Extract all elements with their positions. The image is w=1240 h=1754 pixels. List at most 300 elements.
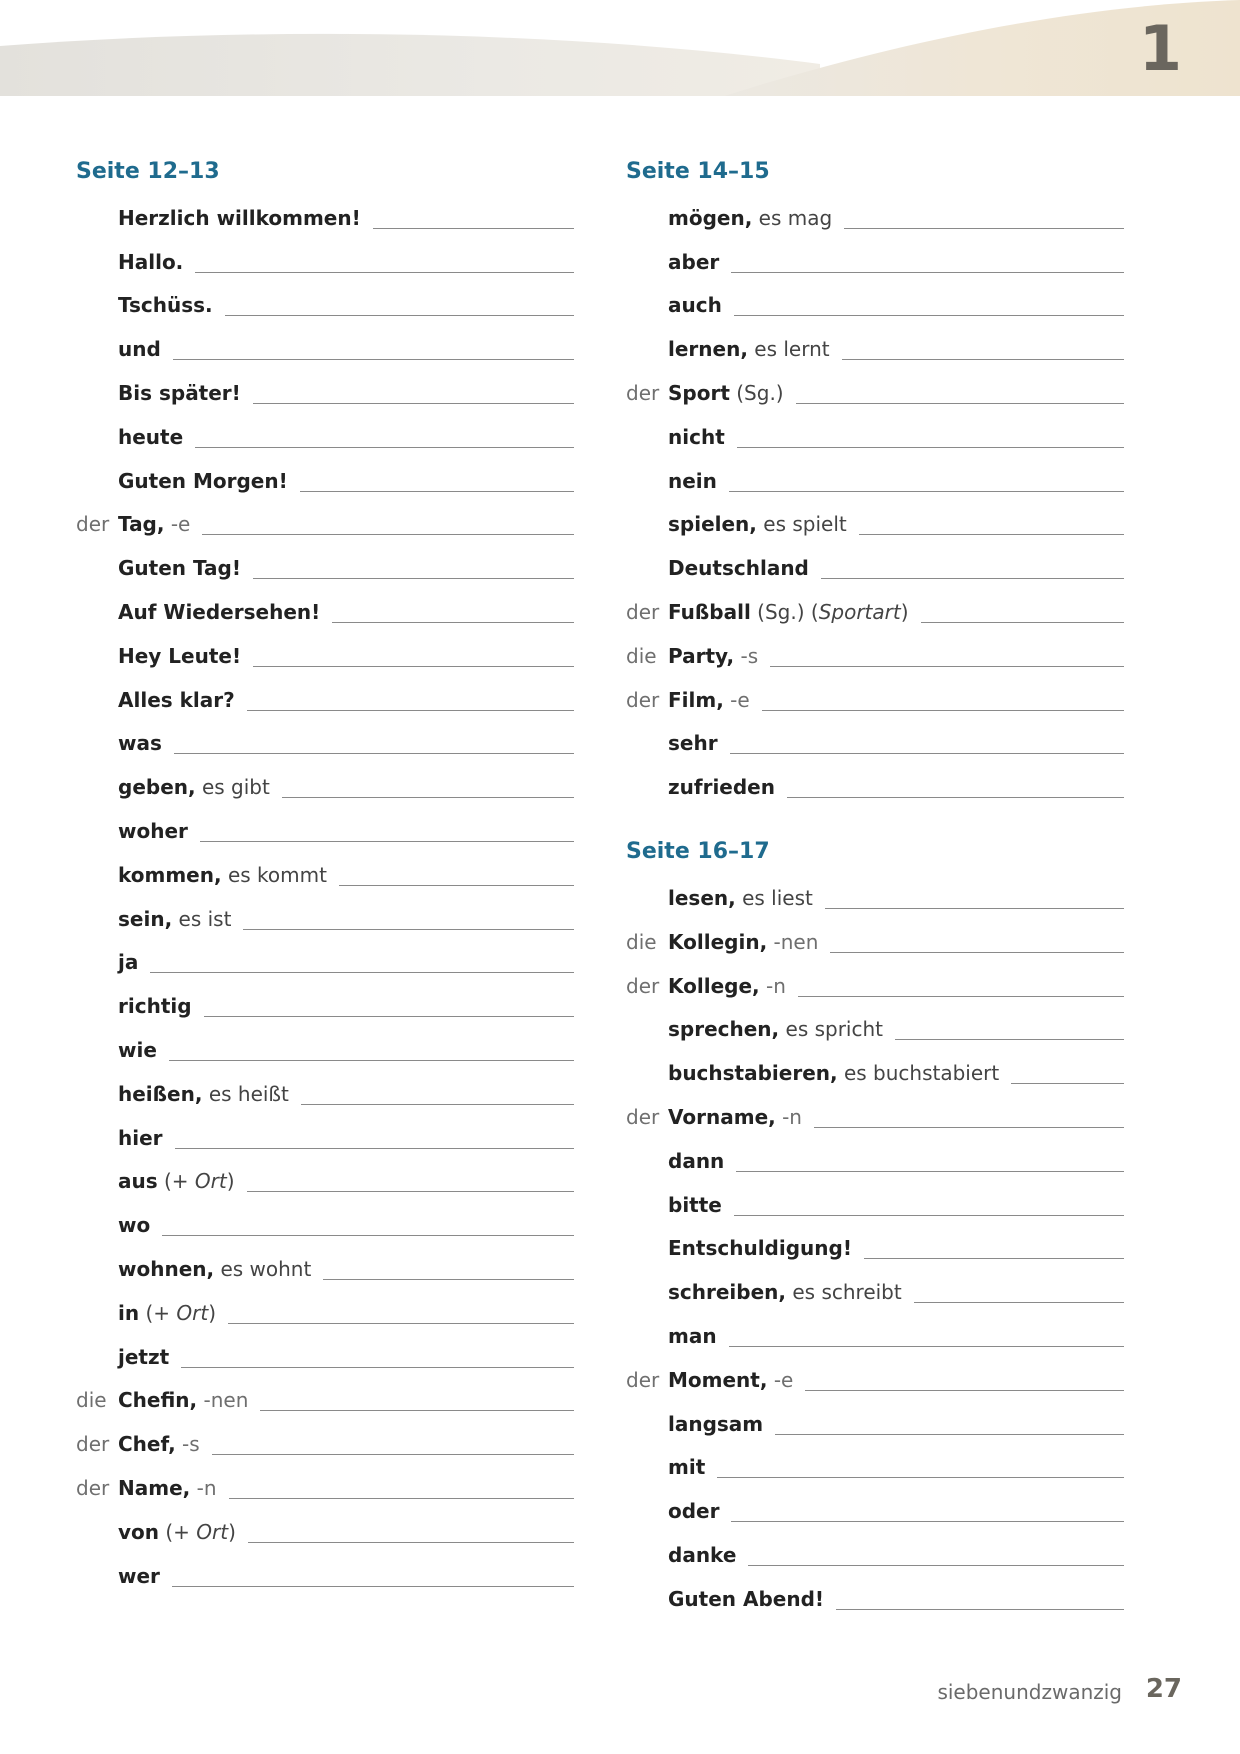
vocab-word xyxy=(118,337,161,370)
answer-line[interactable] xyxy=(247,709,574,711)
lemma: Chef, xyxy=(118,1432,176,1457)
vocab-entry xyxy=(626,633,1124,677)
vocab-word xyxy=(118,1082,289,1115)
answer-line[interactable] xyxy=(775,1433,1124,1435)
answer-line[interactable] xyxy=(150,971,574,973)
verb-form: es ist xyxy=(178,906,232,931)
lemma: sehr xyxy=(668,731,718,756)
vocab-entry xyxy=(76,1509,574,1553)
article xyxy=(626,580,668,589)
vocab-entry xyxy=(626,1138,1124,1182)
lemma: Guten Tag! xyxy=(118,556,241,581)
answer-line[interactable] xyxy=(717,1476,1124,1478)
answer-line[interactable] xyxy=(762,709,1124,711)
article: der xyxy=(626,1104,660,1129)
lemma: Deutschland xyxy=(668,556,809,581)
vocab-word xyxy=(118,293,213,326)
answer-line[interactable] xyxy=(253,577,574,579)
answer-line[interactable] xyxy=(859,533,1124,535)
answer-line[interactable] xyxy=(323,1278,574,1280)
vocab-entry xyxy=(76,1071,574,1115)
article xyxy=(76,1237,118,1246)
vocab-entry xyxy=(626,589,1124,633)
vocab-entry xyxy=(76,808,574,852)
article xyxy=(626,1217,668,1226)
usage-note-italic: Ort xyxy=(194,1169,227,1194)
lemma: kommen, xyxy=(118,862,222,887)
vocab-word xyxy=(668,512,847,545)
article xyxy=(76,668,118,677)
verb-form: es lernt xyxy=(754,337,830,362)
answer-line[interactable] xyxy=(282,796,574,798)
article xyxy=(76,843,118,852)
answer-line[interactable] xyxy=(229,1497,574,1499)
vocab-word xyxy=(668,425,725,458)
article: der xyxy=(626,1367,660,1392)
answer-line[interactable] xyxy=(844,227,1124,229)
lemma: Entschuldigung! xyxy=(668,1236,852,1261)
article: der xyxy=(626,687,660,712)
lemma: wie xyxy=(118,1037,157,1062)
vocab-word xyxy=(118,206,361,239)
answer-line[interactable] xyxy=(729,1345,1124,1347)
article: die xyxy=(626,929,657,954)
vocab-entry xyxy=(626,414,1124,458)
lemma: Moment, xyxy=(668,1367,768,1392)
answer-line[interactable] xyxy=(821,577,1124,579)
plural-ending: -n xyxy=(196,1475,217,1500)
vocab-word xyxy=(118,250,183,283)
article xyxy=(76,1193,118,1202)
vocab-word xyxy=(668,250,719,283)
answer-line[interactable] xyxy=(770,665,1124,667)
answer-line[interactable] xyxy=(204,1015,574,1017)
vocab-entry xyxy=(76,852,574,896)
verb-form: es buchstabiert xyxy=(843,1061,1000,1086)
vocab-entry xyxy=(626,1182,1124,1226)
answer-line[interactable] xyxy=(814,1126,1124,1128)
vocab-entry xyxy=(76,1465,574,1509)
answer-line[interactable] xyxy=(174,752,574,754)
article: der xyxy=(76,512,110,537)
vocab-word xyxy=(668,1412,763,1445)
article xyxy=(626,230,668,239)
article xyxy=(76,317,118,326)
chapter-number: 1 xyxy=(1138,12,1182,85)
article xyxy=(76,712,118,721)
usage-note-italic: Sportart xyxy=(818,599,901,624)
vocab-entry xyxy=(76,1202,574,1246)
article xyxy=(76,1150,118,1159)
answer-line[interactable] xyxy=(247,1190,574,1192)
answer-line[interactable] xyxy=(162,1234,574,1236)
lemma: spielen, xyxy=(668,512,757,537)
verb-form: es wohnt xyxy=(220,1256,312,1281)
vocab-entry xyxy=(626,1532,1124,1576)
vocab-word xyxy=(118,688,235,721)
vocab-word xyxy=(118,1388,248,1421)
lemma: wohnen, xyxy=(118,1256,215,1281)
article xyxy=(626,1041,668,1050)
vocab-word xyxy=(668,1324,717,1357)
answer-line[interactable] xyxy=(301,1103,574,1105)
lemma: lesen, xyxy=(668,885,736,910)
lemma: nein xyxy=(668,468,717,493)
lemma: Tschüss. xyxy=(118,293,213,318)
plural-ending: -s xyxy=(740,643,759,668)
article xyxy=(76,274,118,283)
usage-note-italic: Ort xyxy=(176,1300,209,1325)
article xyxy=(76,1062,118,1071)
vocab-word xyxy=(118,600,320,633)
vocab-entry xyxy=(76,239,574,283)
answer-line[interactable] xyxy=(796,402,1124,404)
lemma: Kollegin, xyxy=(668,929,768,954)
answer-line[interactable] xyxy=(175,1147,574,1149)
answer-line[interactable] xyxy=(172,1585,574,1587)
answer-line[interactable] xyxy=(825,907,1124,909)
lemma: hier xyxy=(118,1125,163,1150)
article xyxy=(76,1281,118,1290)
answer-line[interactable] xyxy=(1011,1082,1124,1084)
vocab-word xyxy=(668,1061,999,1094)
vocab-word xyxy=(118,644,241,677)
vocab-entry xyxy=(76,545,574,589)
lemma: mit xyxy=(668,1455,706,1480)
vocab-word xyxy=(118,1257,311,1290)
article xyxy=(626,1523,668,1532)
answer-line[interactable] xyxy=(225,314,574,316)
vocab-entry xyxy=(626,1269,1124,1313)
article xyxy=(626,1173,668,1182)
usage-note-italic: Ort xyxy=(196,1519,229,1544)
lemma: bitte xyxy=(668,1192,722,1217)
vocab-word xyxy=(118,1476,217,1509)
answer-line[interactable] xyxy=(736,1170,1124,1172)
answer-line[interactable] xyxy=(339,884,574,886)
vocab-word xyxy=(668,1236,852,1269)
lemma: ja xyxy=(118,950,139,975)
plural-ending: -e xyxy=(730,687,750,712)
answer-line[interactable] xyxy=(173,358,574,360)
plural-ending: -n xyxy=(766,973,786,998)
vocab-word xyxy=(118,1345,169,1378)
answer-line[interactable] xyxy=(181,1366,574,1368)
vocab-entry xyxy=(626,963,1124,1007)
verb-form: es liest xyxy=(742,885,813,910)
lemma: Vorname, xyxy=(668,1104,776,1129)
vocab-entry xyxy=(76,1378,574,1422)
vocab-word xyxy=(668,731,718,764)
vocab-word xyxy=(118,469,288,502)
lemma: wer xyxy=(118,1563,160,1588)
article xyxy=(626,361,668,370)
vocab-entry xyxy=(626,1401,1124,1445)
article xyxy=(76,1544,118,1553)
lemma: Alles klar? xyxy=(118,687,235,712)
answer-line[interactable] xyxy=(332,621,574,623)
article xyxy=(626,1304,668,1313)
right-column xyxy=(626,158,1124,1620)
answer-line[interactable] xyxy=(805,1389,1124,1391)
vocab-entry xyxy=(76,764,574,808)
header-band xyxy=(0,0,1240,100)
verb-form: es kommt xyxy=(227,862,327,887)
article xyxy=(76,887,118,896)
lemma: danke xyxy=(668,1542,737,1567)
vocab-word xyxy=(668,293,722,326)
lemma: nicht xyxy=(668,424,725,449)
article xyxy=(626,1085,668,1094)
lemma: lernen, xyxy=(668,337,748,362)
vocab-word xyxy=(668,1193,722,1226)
vocab-word xyxy=(118,556,241,589)
lemma: jetzt xyxy=(118,1344,170,1369)
usage-note: (+ Ort) xyxy=(164,1169,235,1194)
lemma: heute xyxy=(118,424,184,449)
verb-form: es gibt xyxy=(201,775,270,800)
lemma: schreiben, xyxy=(668,1280,786,1305)
vocab-word xyxy=(668,600,909,633)
vocab-entry xyxy=(76,721,574,765)
article xyxy=(626,1260,668,1269)
article xyxy=(76,361,118,370)
vocab-word xyxy=(668,930,818,963)
answer-line[interactable] xyxy=(373,227,574,229)
lemma: Film, xyxy=(668,687,724,712)
answer-line[interactable] xyxy=(748,1564,1124,1566)
answer-line[interactable] xyxy=(195,446,574,448)
vocab-entry xyxy=(76,633,574,677)
vocab-entry xyxy=(626,1313,1124,1357)
vocab-word xyxy=(668,688,750,721)
article: der xyxy=(76,1432,110,1457)
answer-line[interactable] xyxy=(731,271,1124,273)
vocab-entry xyxy=(76,1421,574,1465)
vocab-word xyxy=(668,644,758,677)
lemma: Hey Leute! xyxy=(118,643,242,668)
article: die xyxy=(626,643,657,668)
left-column xyxy=(76,158,574,1597)
vocab-entry xyxy=(76,983,574,1027)
vocab-entry xyxy=(76,940,574,984)
vocab-entry xyxy=(626,1576,1124,1620)
vocab-entry xyxy=(76,195,574,239)
usage-note: (Sg.) (Sportart) xyxy=(757,599,909,624)
article xyxy=(76,580,118,589)
article xyxy=(626,755,668,764)
article xyxy=(626,1479,668,1488)
vocab-word xyxy=(118,1126,163,1159)
plural-ending: -n xyxy=(782,1104,802,1129)
article xyxy=(626,274,668,283)
vocab-word xyxy=(668,1149,724,1182)
lemma: Party, xyxy=(668,643,735,668)
vocab-word xyxy=(118,1520,236,1553)
vocab-word xyxy=(118,907,231,940)
vocab-word xyxy=(118,1038,157,1071)
article: der xyxy=(626,973,660,998)
plural-ending: -s xyxy=(182,1432,200,1457)
answer-line[interactable] xyxy=(830,951,1124,953)
vocab-entry xyxy=(626,458,1124,502)
lemma: Auf Wiedersehen! xyxy=(118,599,321,624)
answer-line[interactable] xyxy=(260,1409,574,1411)
section-title: Seite 12–13 xyxy=(76,159,220,184)
article xyxy=(76,1588,118,1597)
vocab-entry xyxy=(76,458,574,502)
lemma: heißen, xyxy=(118,1081,203,1106)
article xyxy=(76,755,118,764)
lemma: zufrieden xyxy=(668,775,775,800)
vocab-entry xyxy=(76,1290,574,1334)
vocab-word xyxy=(668,886,813,919)
lemma: woher xyxy=(118,818,188,843)
vocab-entry xyxy=(626,326,1124,370)
answer-line[interactable] xyxy=(228,1322,574,1324)
article: der xyxy=(76,1475,110,1500)
vocab-entry xyxy=(626,875,1124,919)
vocab-entry xyxy=(626,195,1124,239)
lemma: oder xyxy=(668,1499,720,1524)
answer-line[interactable] xyxy=(864,1257,1124,1259)
vocab-word xyxy=(668,1280,902,1313)
vocab-entry xyxy=(626,545,1124,589)
usage-note: (+ Ort) xyxy=(145,1300,216,1325)
vocab-word xyxy=(118,1213,150,1246)
lemma: Tag, xyxy=(118,512,165,537)
vocab-word xyxy=(668,1105,802,1138)
vocab-word xyxy=(118,950,138,983)
vocab-word xyxy=(668,337,830,370)
lemma: sein, xyxy=(118,906,173,931)
article: der xyxy=(626,380,660,405)
plural-ending: -e xyxy=(170,512,191,537)
answer-line[interactable] xyxy=(734,314,1124,316)
lemma: aus xyxy=(118,1169,158,1194)
vocab-entry xyxy=(76,677,574,721)
vocab-entry xyxy=(626,239,1124,283)
lemma: mögen, xyxy=(668,205,753,230)
vocab-entry xyxy=(626,1226,1124,1270)
article xyxy=(76,931,118,940)
lemma: in xyxy=(118,1300,140,1325)
section-title: Seite 16–17 xyxy=(626,839,770,865)
lemma: Hallo. xyxy=(118,249,184,274)
vocab-entry xyxy=(626,721,1124,765)
lemma: Fußball xyxy=(668,599,751,624)
vocab-word xyxy=(668,1455,705,1488)
answer-line[interactable] xyxy=(729,490,1124,492)
vocab-entry xyxy=(626,370,1124,414)
verb-form: es heißt xyxy=(208,1081,289,1106)
lemma: sprechen, xyxy=(668,1017,780,1042)
lemma: man xyxy=(668,1323,717,1348)
vocab-entry xyxy=(626,1050,1124,1094)
answer-line[interactable] xyxy=(730,752,1124,754)
answer-line[interactable] xyxy=(895,1038,1124,1040)
article xyxy=(626,1567,668,1576)
answer-line[interactable] xyxy=(914,1301,1124,1303)
article xyxy=(626,317,668,326)
vocab-word xyxy=(118,425,183,458)
lemma: Herzlich willkommen! xyxy=(118,205,361,230)
lemma: und xyxy=(118,337,161,362)
vocab-entry xyxy=(76,1246,574,1290)
vocab-entry xyxy=(76,283,574,327)
lemma: von xyxy=(118,1519,160,1544)
answer-line[interactable] xyxy=(195,271,574,273)
vocab-word xyxy=(118,1432,200,1465)
vocab-entry xyxy=(626,1094,1124,1138)
page-number-word: siebenundzwanzig xyxy=(937,1680,1122,1704)
article xyxy=(626,1436,668,1445)
answer-line[interactable] xyxy=(836,1608,1124,1610)
answer-line[interactable] xyxy=(253,665,574,667)
vocab-entry xyxy=(626,919,1124,963)
article xyxy=(626,493,668,502)
lemma: Kollege, xyxy=(668,973,760,998)
answer-line[interactable] xyxy=(253,402,574,404)
article xyxy=(76,624,118,633)
vocab-word xyxy=(118,1301,216,1334)
vocab-entry xyxy=(626,1007,1124,1051)
lemma: langsam xyxy=(668,1411,764,1436)
vocab-word xyxy=(118,1564,160,1597)
lemma: Sport xyxy=(668,380,730,405)
answer-line[interactable] xyxy=(200,840,574,842)
vocab-word xyxy=(118,731,162,764)
vocab-word xyxy=(668,1499,719,1532)
article xyxy=(76,1369,118,1378)
vocab-word xyxy=(668,775,775,808)
lemma: auch xyxy=(668,293,722,318)
vocab-entry xyxy=(76,1159,574,1203)
vocab-entry xyxy=(76,1115,574,1159)
vocab-entry xyxy=(626,1357,1124,1401)
verb-form: es schreibt xyxy=(792,1280,902,1305)
vocab-word xyxy=(118,775,270,808)
vocab-word xyxy=(118,819,188,852)
article xyxy=(76,405,118,414)
answer-line[interactable] xyxy=(248,1541,574,1543)
answer-line[interactable] xyxy=(737,446,1124,448)
plural-ending: -e xyxy=(773,1367,794,1392)
answer-line[interactable] xyxy=(798,995,1124,997)
answer-line[interactable] xyxy=(212,1453,574,1455)
vocab-word xyxy=(668,1543,736,1576)
vocab-entry xyxy=(626,502,1124,546)
article xyxy=(76,493,118,502)
answer-line[interactable] xyxy=(243,928,574,930)
answer-line[interactable] xyxy=(787,796,1124,798)
section-title: Seite 14–15 xyxy=(626,159,770,184)
article xyxy=(626,799,668,808)
vocab-word xyxy=(118,512,190,545)
answer-line[interactable] xyxy=(921,621,1124,623)
answer-line[interactable] xyxy=(169,1059,574,1061)
lemma: Chefin, xyxy=(118,1388,198,1413)
answer-line[interactable] xyxy=(300,490,574,492)
article xyxy=(76,1018,118,1027)
answer-line[interactable] xyxy=(202,533,574,535)
answer-line[interactable] xyxy=(734,1214,1124,1216)
vocab-entry xyxy=(76,326,574,370)
vocab-entry xyxy=(76,414,574,458)
verb-form: es spricht xyxy=(785,1017,884,1042)
answer-line[interactable] xyxy=(731,1520,1124,1522)
answer-line[interactable] xyxy=(842,358,1124,360)
